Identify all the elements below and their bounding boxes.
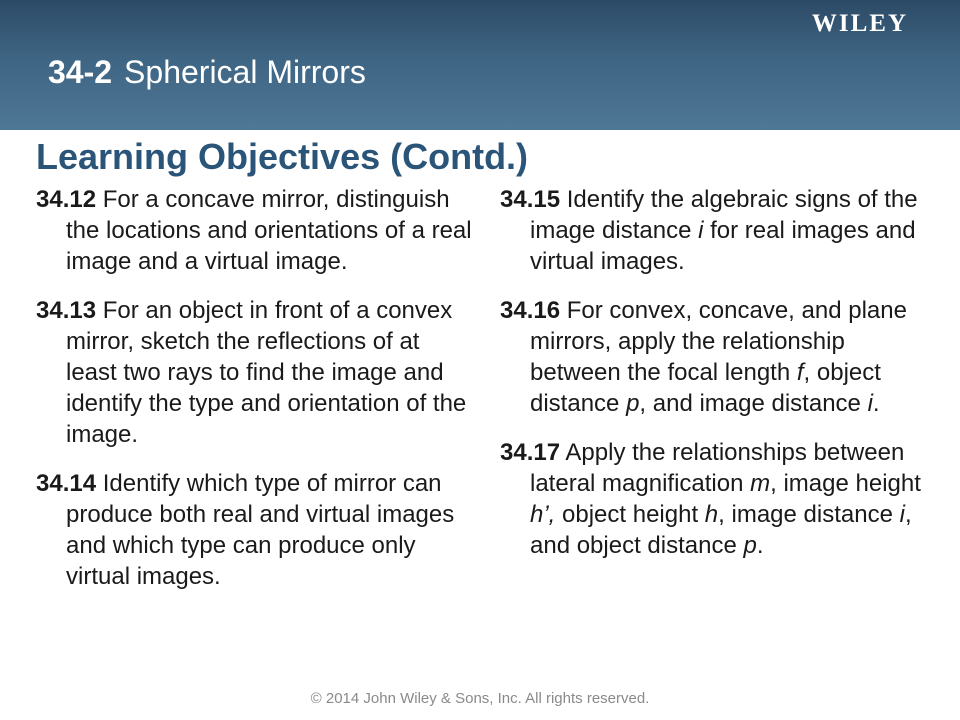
objective-code: 34.15 bbox=[500, 186, 561, 213]
objective-text: For an object in front of a convex mirror, sketch the reflections of at least two rays to find the image and identify the type and orientation of the image. bbox=[66, 297, 467, 448]
objective-code: 34.17 bbox=[500, 439, 561, 466]
objectives-right-column bbox=[500, 184, 930, 579]
objective-text: Identify the algebraic signs of the image distance bbox=[530, 186, 918, 244]
objective-variable: i bbox=[698, 217, 704, 244]
objective-variable: p bbox=[743, 532, 757, 559]
learning-objective bbox=[36, 295, 476, 450]
objective-text: object height bbox=[555, 501, 705, 528]
objective-variable: m bbox=[750, 470, 771, 497]
learning-objective bbox=[500, 184, 930, 277]
slide-title: Learning Objectives (Contd.) bbox=[36, 136, 529, 177]
objective-text: , and object distance bbox=[530, 501, 912, 559]
objective-variable: f bbox=[796, 359, 804, 386]
objective-text: . bbox=[872, 390, 880, 417]
objective-text: for real images and virtual images. bbox=[530, 217, 916, 275]
header-banner bbox=[0, 0, 960, 130]
objective-code: 34.13 bbox=[36, 297, 97, 324]
objectives-left-column bbox=[36, 184, 476, 610]
objective-text: , image distance bbox=[718, 501, 900, 528]
copyright-footer: © 2014 John Wiley & Sons, Inc. All rights reserved. bbox=[310, 690, 650, 707]
objective-code: 34.14 bbox=[36, 470, 97, 497]
objective-code: 34.16 bbox=[500, 297, 561, 324]
objective-variable: h’, bbox=[530, 501, 556, 528]
objective-text: , and image distance bbox=[639, 390, 868, 417]
publisher-logo: WILEY bbox=[811, 10, 908, 37]
learning-objective bbox=[500, 295, 930, 419]
objective-variable: i bbox=[899, 501, 905, 528]
objective-text: , image height bbox=[770, 470, 921, 497]
objective-variable: h bbox=[704, 501, 719, 528]
objective-variable: p bbox=[626, 390, 640, 417]
objective-code: 34.12 bbox=[36, 186, 97, 213]
objective-text: Apply the relationships between lateral magnification bbox=[530, 439, 905, 497]
objective-text: Identify which type of mirror can produce both real and virtual images and which type can produce only virtual images. bbox=[66, 470, 455, 590]
section-name: Spherical Mirrors bbox=[124, 54, 366, 90]
learning-objective bbox=[36, 468, 476, 592]
objective-text: . bbox=[756, 532, 764, 559]
objective-variable: i bbox=[867, 390, 873, 417]
objective-text: For convex, concave, and plane mirrors, apply the relationship between the focal length bbox=[530, 297, 907, 386]
section-number: 34-2 bbox=[48, 54, 113, 90]
learning-objective bbox=[36, 184, 476, 277]
objective-text: , object distance bbox=[530, 359, 881, 417]
objective-text: For a concave mirror, distinguish the locations and orientations of a real image and a virtual image. bbox=[66, 186, 472, 275]
section-title bbox=[48, 54, 366, 91]
learning-objective bbox=[500, 437, 930, 561]
